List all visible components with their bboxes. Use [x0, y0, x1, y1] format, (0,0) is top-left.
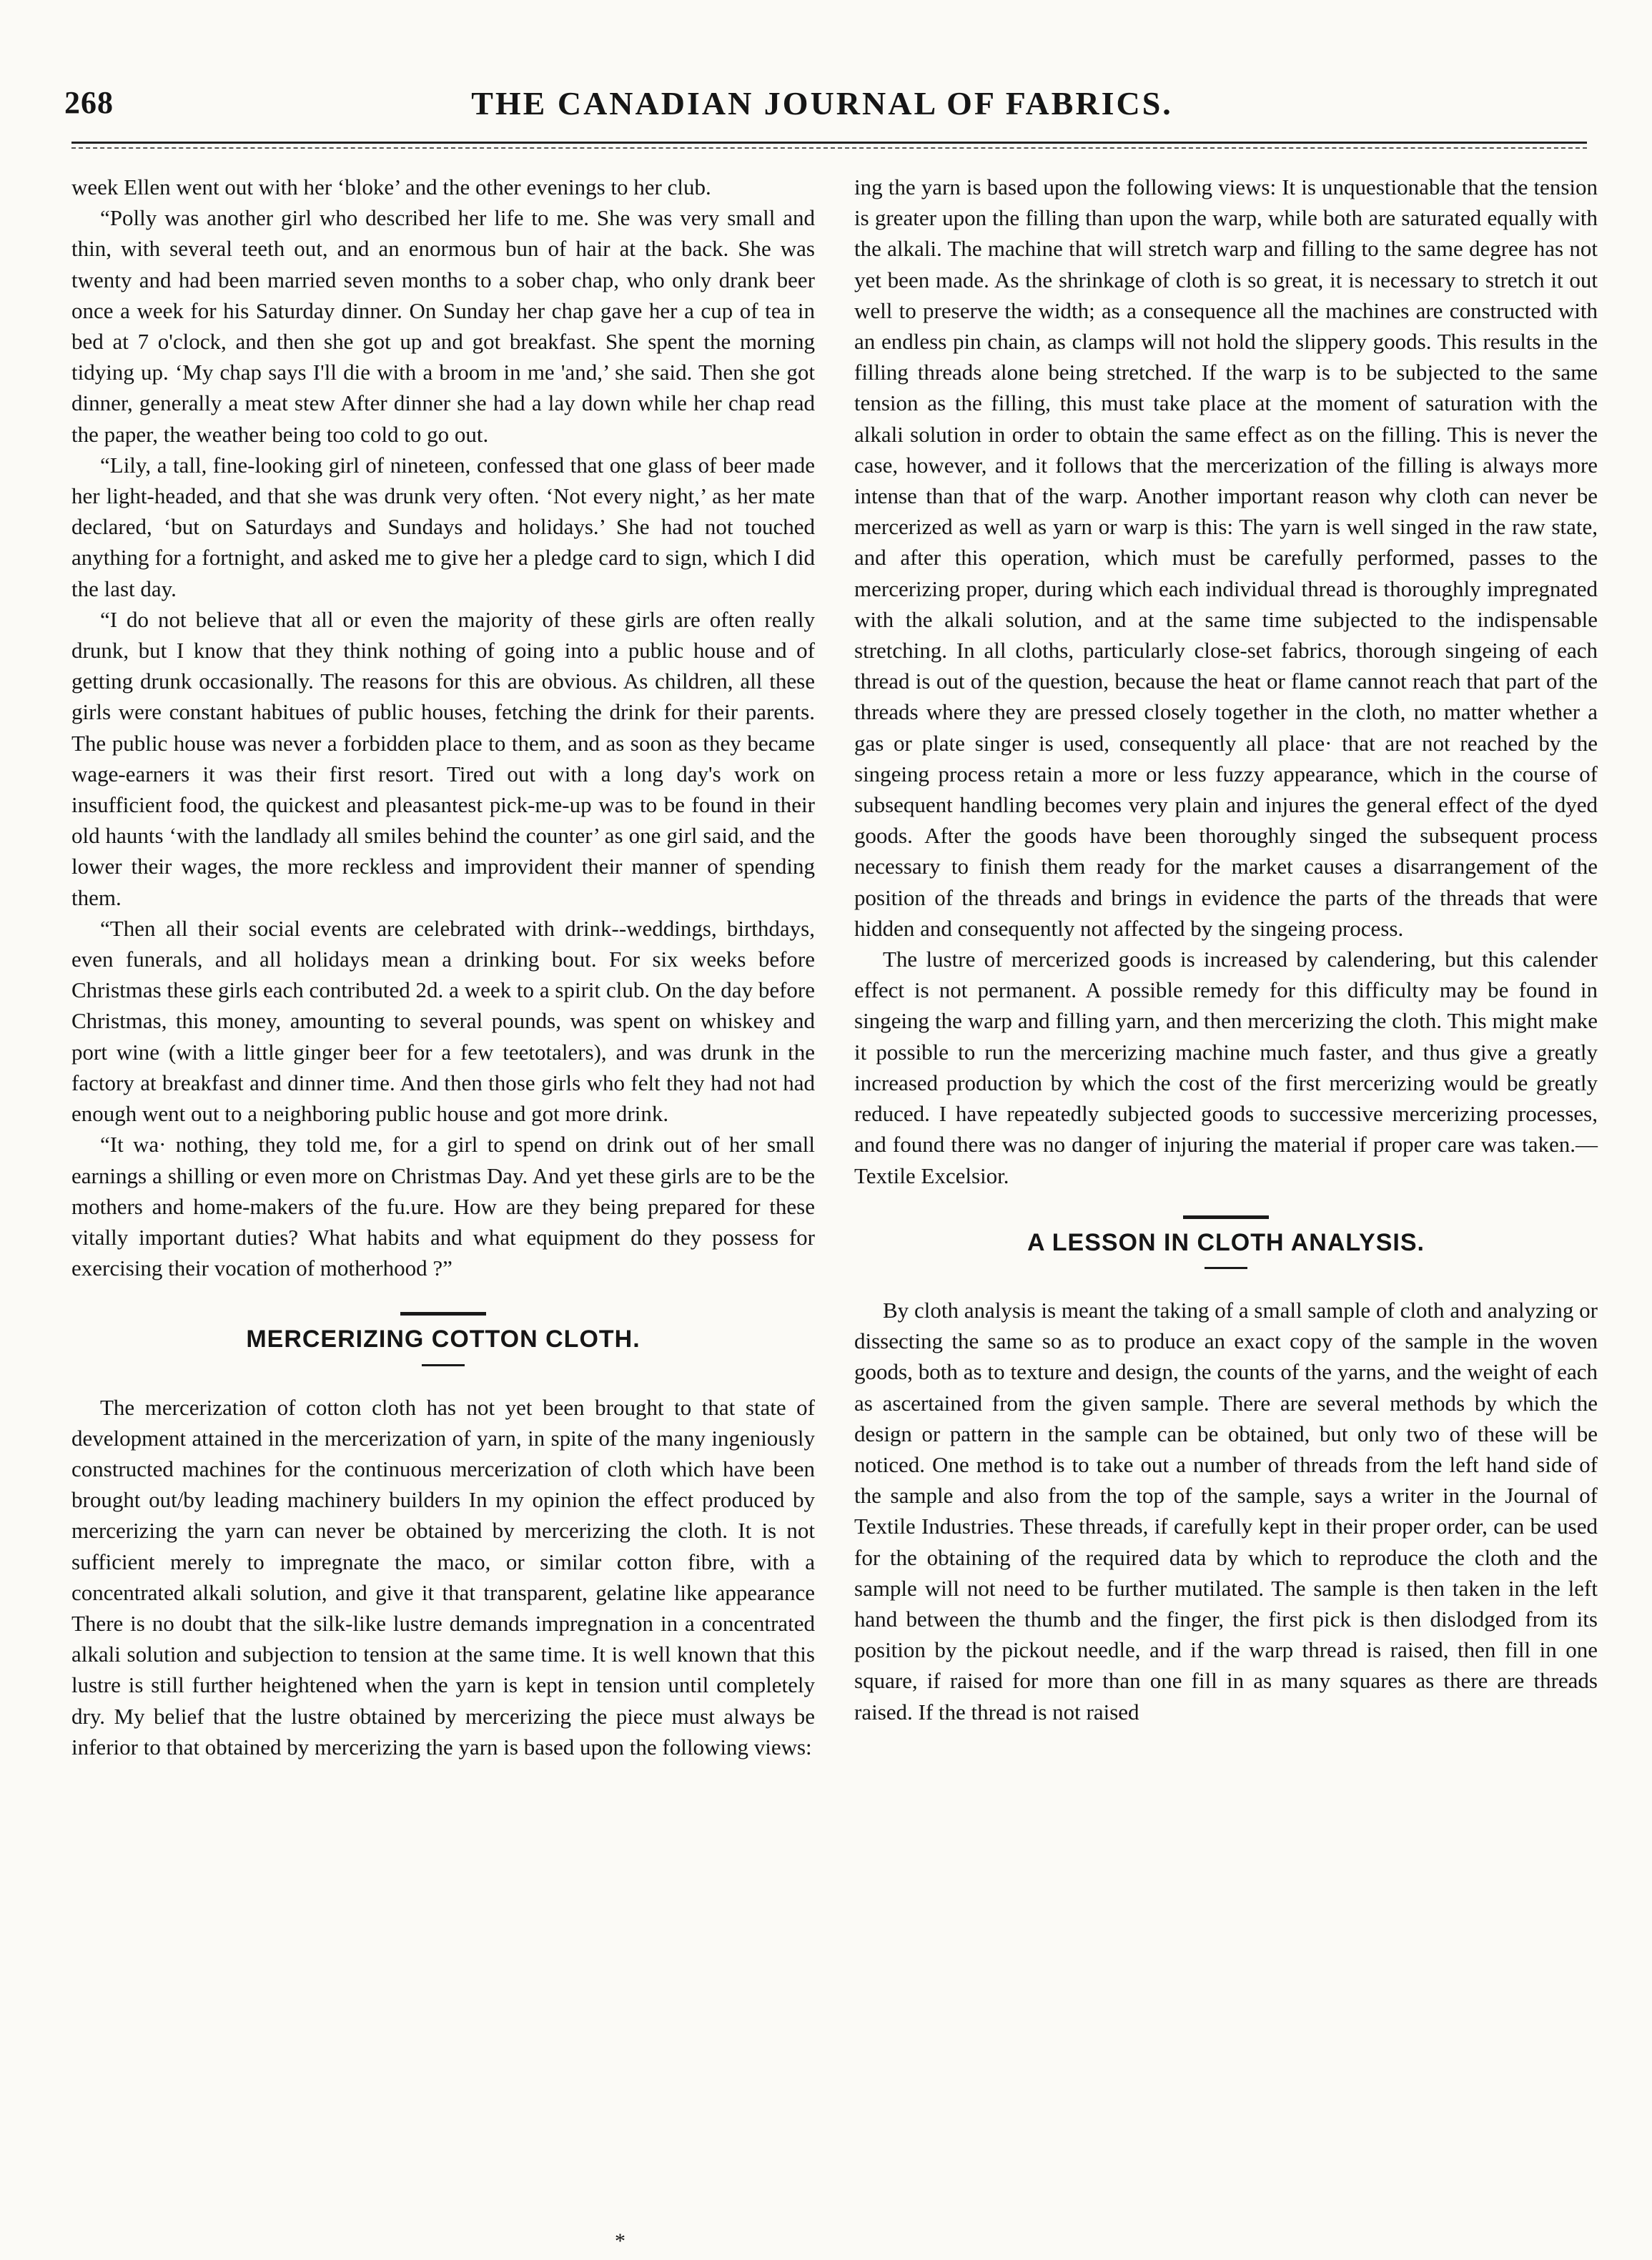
page-number: 268	[64, 85, 114, 120]
article-paragraph: week Ellen went out with her ‘bloke’ and the other evenings to her club.	[71, 174, 711, 199]
header-rule-dashed	[71, 147, 1587, 149]
section-divider-small	[422, 1364, 465, 1366]
article-paragraph: “Lily, a tall, fine-looking girl of nineteen, confessed that one glass of beer made her light-headed, and that she was drunk very often. ‘Not every night,’ as her mate declared, ‘but on Saturdays and Sundays and holidays.’ She had not touched anything for a fortnight, and asked me to give her a pledge card to sign, which I did the last day.	[71, 452, 815, 601]
footer-mark: *	[615, 2229, 625, 2253]
header-rule	[71, 142, 1587, 144]
right-column	[854, 172, 1598, 1727]
section-divider-small	[1205, 1267, 1247, 1269]
journal-title: THE CANADIAN JOURNAL OF FABRICS.	[471, 85, 1173, 122]
left-column	[71, 172, 815, 1762]
article-paragraph: “Then all their social events are celebrated with drink--weddings, birthdays, even funerals, and all holidays mean a drinking bout. For six weeks before Christmas these girls each contributed 2d. a week to a spirit club. On the day before Christmas, this money, amounting to several pounds, was spent on whiskey and port wine (with a little ginger beer for a few teetotalers), and was drunk in the factory at breakfast and dinner time. And then those girls who felt they had not had enough went out to a neighboring public house and got more drink.	[71, 915, 815, 1127]
article-paragraph: The mercerization of cotton cloth has not yet been brought to that state of development attained in the mercerization of yarn, in spite of the many ingeniously constructed machines for the continuous mercerization of cloth which have been brought out/by leading machinery builders In my opinion the effect produced by mercerizing the yarn can never be obtained by mercerizing the cloth. It is not sufficient merely to impregnate the maco, or similar cotton fibre, with a concentrated alkali solution, and give it that transparent, gelatine like appearance There is no doubt that the silk-like lustre demands impregnation in a concentrated alkali solution and subjection to tension at the same time. It is well known that this lustre is still further heightened when the yarn is kept in tension until completely dry. My belief that the lustre obtained by mercerizing the piece must always be inferior to that obtained by mercerizing the yarn is based upon the following views:	[71, 1394, 815, 1760]
page-header	[64, 84, 1580, 134]
section-title-mercerizing: MERCERIZING COTTON CLOTH.	[246, 1326, 640, 1353]
article-paragraph: By cloth analysis is meant the taking of a small sample of cloth and analyzing or dissecting the same so as to produce an exact copy of the sample in the woven goods, both as to texture and design, the counts of the yarns, and the weight of each as ascertained from the given sample. There are several methods by which the design or pattern in the sample can be obtained, but only two of these will be noticed. One method is to take out a number of threads from the left hand side of the sample and also from the top of the sample, says a writer in the Journal of Textile Industries. These threads, if carefully kept in their proper order, can be used for the obtaining of the required data by which to reproduce the cloth and the sample will not need to be further mutilated. The sample is then taken in the left hand between the thumb and the finger, the first pick is then dislodged from its position by the pickout needle, and if the warp thread is raised, then fill in one square, if raised for more than one fill in as many squares as there are threads raised. If the thread is not raised	[854, 1297, 1598, 1724]
section-divider	[400, 1312, 486, 1316]
article-paragraph: The lustre of mercerized goods is increased by calendering, but this calender effect is not permanent. A possible remedy for this difficulty may be found in singeing the warp and filling yarn, and then mercerizing the cloth. This might make it possible to run the mercerizing machine much faster, and thus give a greatly increased production by which the cost of the first mercerizing would be greatly reduced. I have repeatedly subjected goods to successive mercerizing processes, and found there was no danger of injuring the material if proper care was taken.—Textile Excelsior.	[854, 947, 1598, 1188]
article-paragraph: “Polly was another girl who described her life to me. She was very small and thin, with several teeth out, and an enormous bun of hair at the back. She was twenty and had been married seven months to a sober chap, who only drank beer once a week for his Saturday dinner. On Sunday her chap gave her a cup of tea in bed at 7 o'clock, and then she got up and got breakfast. She spent the morning tidying up. ‘My chap says I'll die with a broom in me 'and,’ she said. Then she got dinner, generally a meat stew After dinner she had a lay down while her chap read the paper, the weather being too cold to go out.	[71, 205, 815, 447]
article-paragraph: “It wa· nothing, they told me, for a girl to spend on drink out of her small earnings a shilling or even more on Christmas Day. And yet these girls are to be the mothers and home-makers of the fu.ure. How are they being prepared for these vitally important duties? What habits and what equipment do they possess for exercising their vocation of motherhood ?”	[71, 1132, 815, 1281]
article-paragraph: ing the yarn is based upon the following views: It is unquestionable that the tension is greater upon the filling than upon the warp, while both are saturated equally with the alkali. The machine that will stretch warp and filling to the same degree has not yet been made. As the shrinkage of cloth is so great, it is necessary to stretch it out well to preserve the width; as a consequence all the machines are constructed with an endless pin chain, as clamps will not hold the slippery goods. This results in the filling threads alone being stretched. If the warp is to be subjected to the same tension as the filling, this must take place at the moment of saturation with the alkali solution in order to obtain the same effect as on the filling. This is never the case, however, and it follows that the mercerization of the filling is always more intense than that of the warp. Another important reason why cloth can never be mercerized as well as yarn or warp is this: The yarn is well singed in the raw state, and after this operation, which must be carefully performed, passes to the mercerizing proper, during which each individual thread is thoroughly impregnated with the alkali solution, and at the same time subjected to the indispensable stretching. In all cloths, particularly close-set fabrics, thorough singeing of each thread is out of the question, because the heat or flame cannot reach that part of the threads where they are pressed closely together in the cloth, no matter whether a gas or plate singer is used, consequently all place· that are not reached by the singeing process retain a more or less fuzzy appearance, which in the course of subsequent handling becomes very plain and injures the general effect of the dyed goods. After the goods have been thoroughly singed the subsequent process necessary to finish them ready for the market causes a disarrangement of the position of the threads and brings in evidence the parts of the threads that were hidden and consequently not affected by the singeing process.	[854, 174, 1598, 941]
section-divider	[1183, 1215, 1269, 1219]
section-title-cloth-analysis: A LESSON IN CLOTH ANALYSIS.	[1027, 1228, 1425, 1256]
article-paragraph: “I do not believe that all or even the majority of these girls are often really drunk, but I know that they think nothing of going into a public house and of getting drunk occasionally. The reasons for this are obvious. As children, all these girls were constant habitues of public houses, fetching the drink for their parents. The public house was never a forbidden place to them, and as soon as they became wage-earners it was their first resort. Tired out with a long day's work on insufficient food, the quickest and pleasantest pick-me-up was to be found in their old haunts ‘with the landlady all smiles behind the counter’ as one girl said, and the lower their wages, the more reckless and improvident their manner of spending them.	[71, 606, 815, 910]
